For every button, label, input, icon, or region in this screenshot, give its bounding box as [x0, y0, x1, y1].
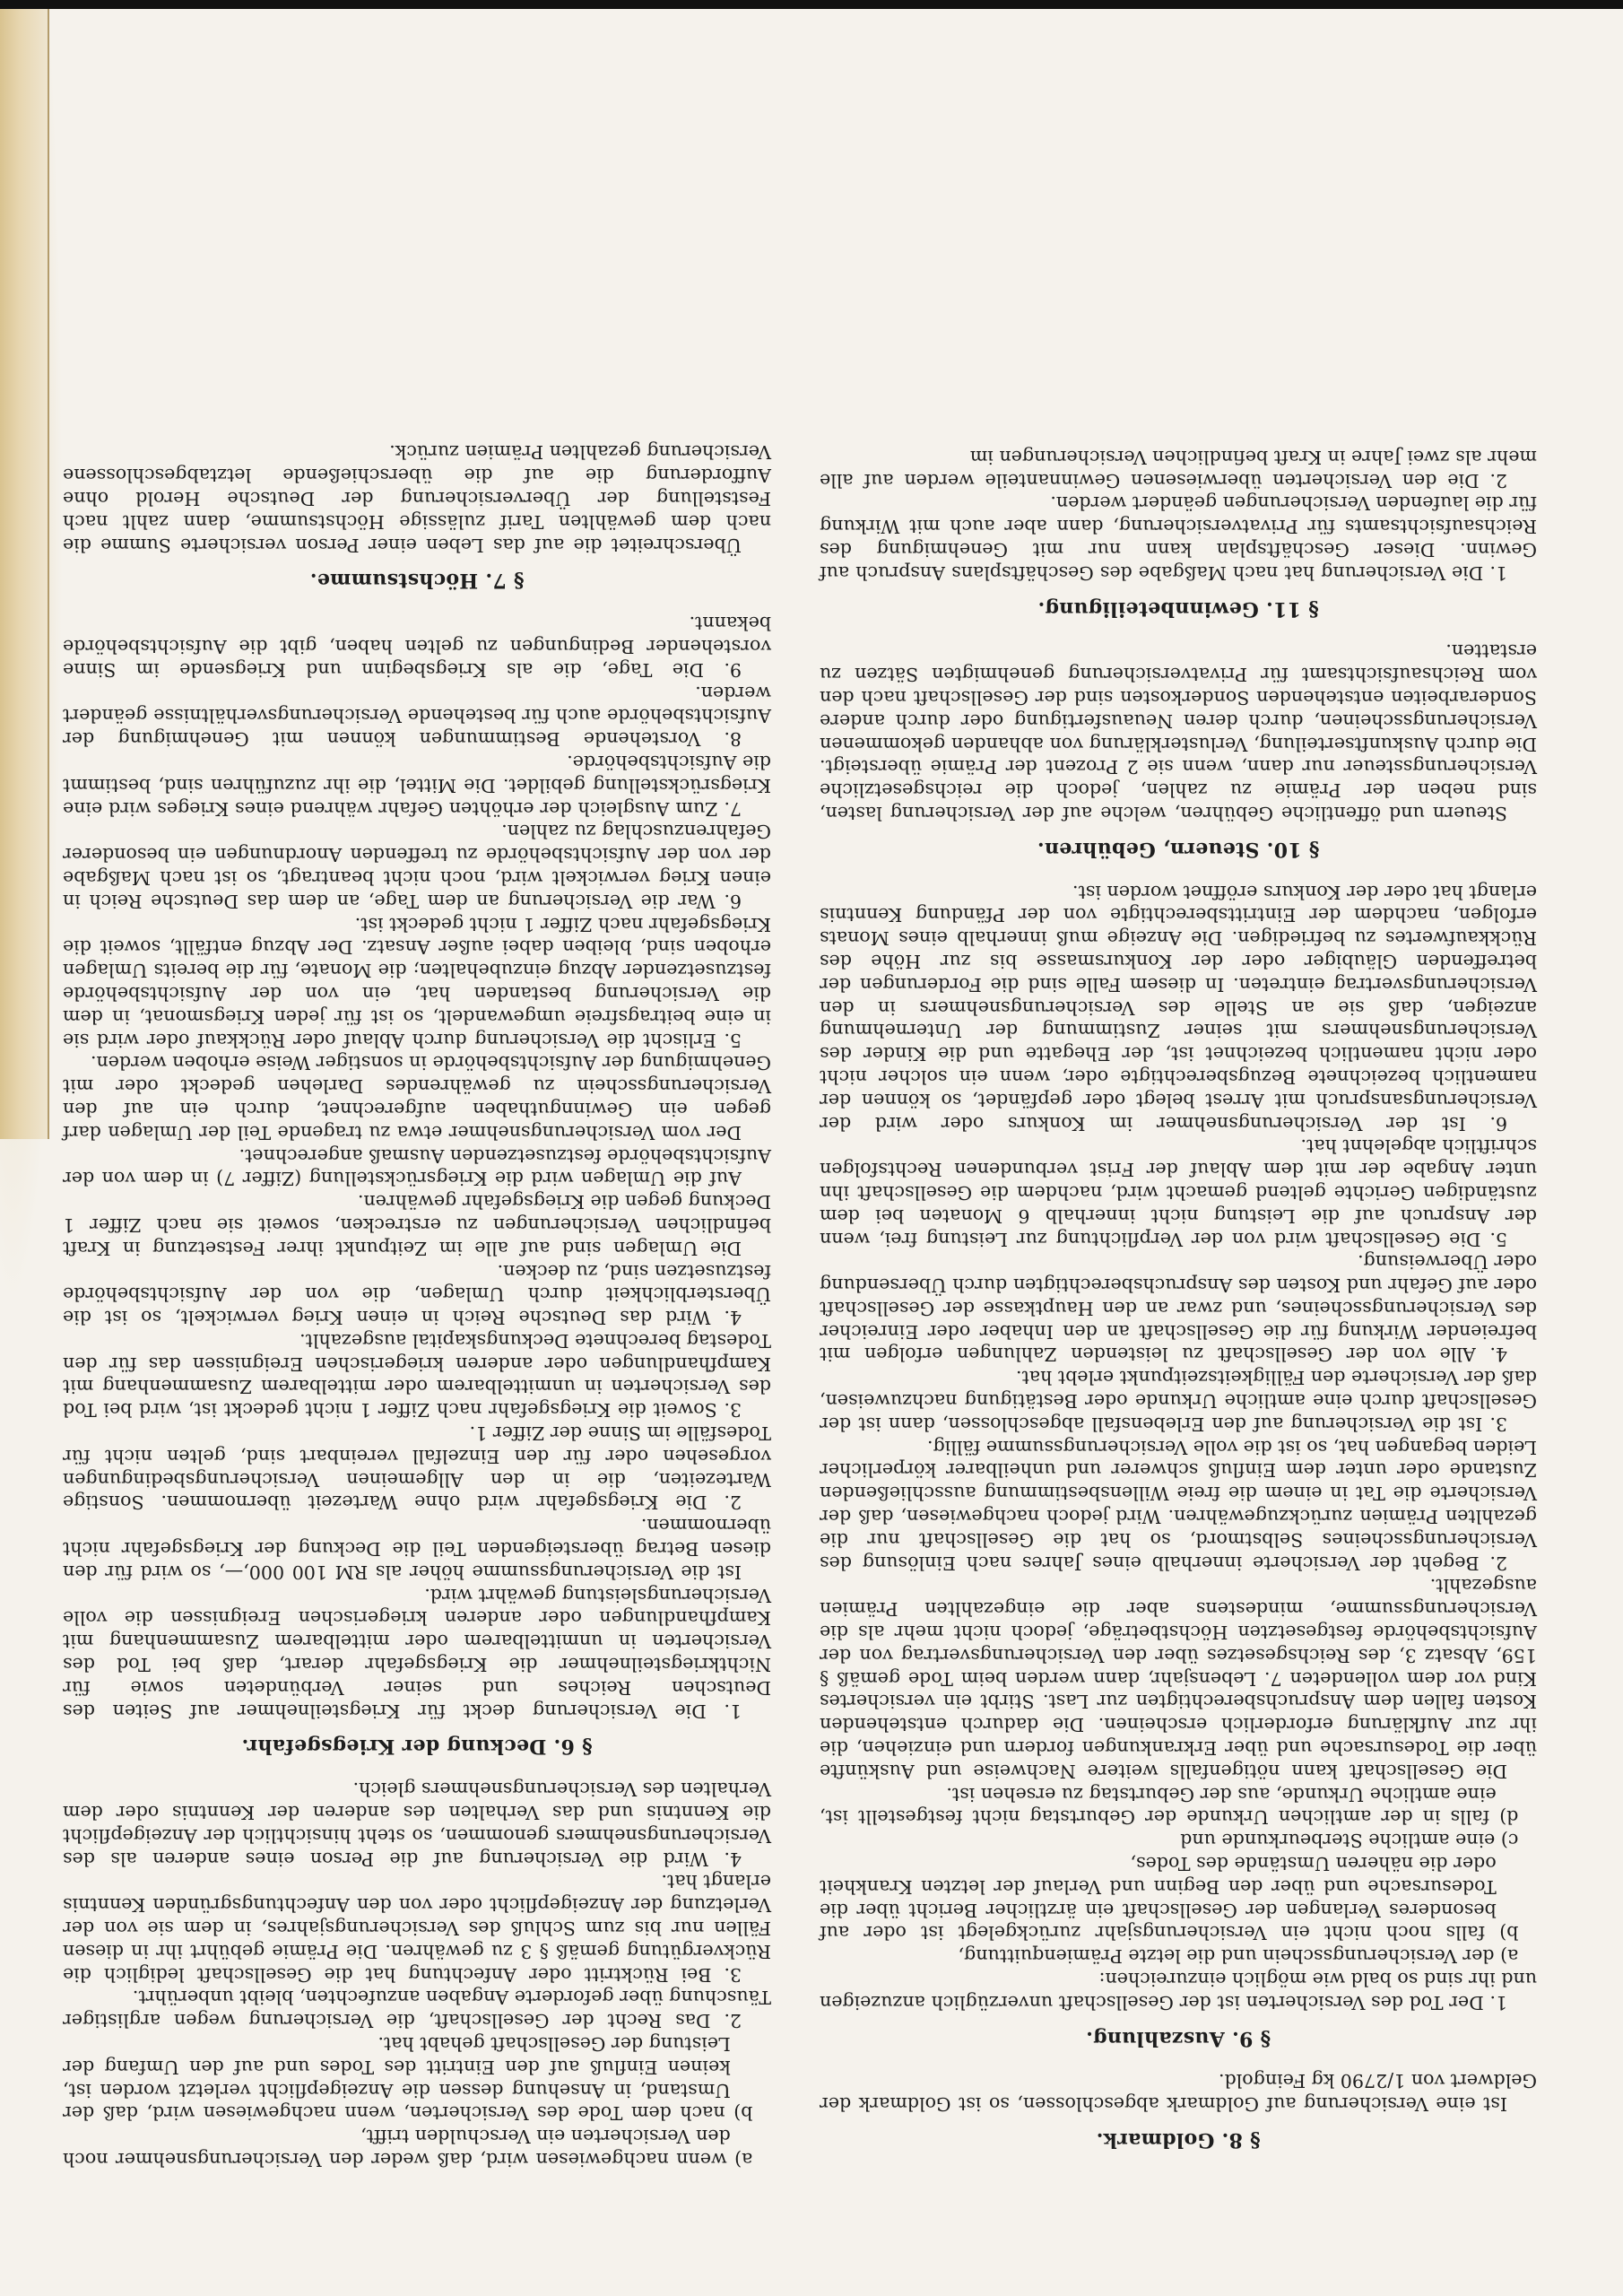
section-heading-6: § 6. Deckung der Kriegsgefahr. [241, 1735, 593, 1759]
paragraph: Ist die Versicherungssumme höher als RM 100 000,—, so wird für den diesen Betrag übersteigenden Teil die Deckung der Kriegsgefahr nicht übernommen. [63, 1515, 771, 1583]
paragraph: 9. Die Tage, die als Kriegsbeginn und Kriegsende im Sinne vorstehender Bedingungen zu gelten haben, gibt die Aufsichtsbehörde bekannt. [63, 613, 771, 681]
left-column [820, 45, 1537, 2170]
binding-rule [48, 0, 49, 1139]
list-item: d) falls in der amtlichen Urkunde der Geburtstag nicht festgestellt ist, eine amtliche Urkunde, aus der Geburtstag zu ersehen ist. [820, 1783, 1519, 1829]
paragraph: Überschreitet die auf das Leben einer Person versicherte Summe die nach dem gewählten Tarif zulässige Höchstsumme, dann zahlt nach Feststellung der Überversicherung der Deutsche Herold ohne Aufforderung die auf die überschießende letztabgeschlossene Versicherung gezahlten Prämien zurück. [63, 441, 771, 556]
paragraph: 8. Vorstehende Bestimmungen können mit Genehmigung der Aufsichtsbehörde auch für bestehende Versicherungsverhältnisse geändert werden. [63, 682, 771, 751]
list-item: a) der Versicherungsschein und die letzte Prämienquittung, [958, 1945, 1519, 1968]
paragraph: 5. Erlischt die Versicherung durch Ablauf oder Rückkauf oder wird sie in eine beitragsfreie umgewandelt, so ist für jeden Kriegsmonat, in dem die Versicherung bestanden hat, ein von der Aufsichtsbehörde festzusetzender Abzug einzubehalten; die Monate, für die bereits Umlagen erhoben sind, bleiben dabei außer Ansatz. Der Abzug entfällt, soweit die Kriegsgefahr nach Ziffer 1 nicht gedeckt ist. [63, 913, 771, 1051]
paragraph: 4. Wird die Versicherung auf die Person eines anderen als des Versicherungsnehmers genommen, so steht hinsichtlich der Anzeigepflicht die Kenntnis und das Verhalten des anderen der Kenntnis oder dem Verhalten des Versicherungsnehmers gleich. [63, 1779, 771, 1870]
list-item: c) eine amtliche Sterbeurkunde und [1180, 1830, 1519, 1852]
section-heading-7: § 7. Höchstsumme. [309, 569, 525, 593]
paragraph: 1. Die Versicherung deckt für Kriegsteilnehmer auf Seiten des Deutschen Reiches und seiner Verbündeten sowie für Nichtkriegsteilnehmer die Kriegsgefahr derart, daß bei Tod des Versicherten in unmittelbarem oder mittelbarem Zusammenhang mit Kampfhandlungen oder anderen kriegerischen Ereignissen die volle Versicherungsleistung gewährt wird. [63, 1584, 771, 1722]
paragraph: 4. Wird das Deutsche Reich in einen Krieg verwickelt, so ist die Übersterblichkeit durch Umlagen, die von der Aufsichtsbehörde festzusetzen sind, zu decken. [63, 1260, 771, 1329]
paragraph: 1. Der Tod des Versicherten ist der Gesellschaft unverzüglich anzuzeigen und ihr sind so bald wie möglich einzureichen: [820, 1969, 1537, 2013]
paragraph: Die Gesellschaft kann nötigenfalls weitere Nachweise und Auskünfte über die Todesursache und über Erkrankungen fordern und einziehen, die ihr zur Aufklärung erforderlich erscheinen. Die dadurch entstehenden Kosten fallen dem Anspruchsberechtigten zur Last. Stirbt ein versichertes Kind vor dem vollendeten 7. Lebensjahr, dann werden beim Tode gemäß § 159, Absatz 3, des Reichsgesetzes über den Versicherungsvertrag von der Aufsichtsbehörde festgesetzten Höchstbeträge, jedoch nicht mehr als die Versicherungssumme, mindestens aber die eingezahlten Prämien ausgezahlt. [820, 1575, 1537, 1782]
list-item: b) nach dem Tode des Versicherten, wenn nachgewiesen wird, daß der Umstand, in Ansehung dessen die Anzeigepflicht verletzt worden ist, keinen Einfluß auf den Eintritt des Todes und auf den Umfang der Leistung der Gesellschaft gehabt hat. [63, 2033, 753, 2125]
right-column [63, 45, 771, 2170]
paragraph: 4. Alle von der Gesellschaft zu leistenden Zahlungen erfolgen mit befreiender Wirkung für die Gesellschaft an den Inhaber oder Einreicher des Versicherungsscheines, und zwar an den Hauptkasse der Gesellschaft oder auf Gefahr und Kosten des Anspruchsberechtigten durch Übersendung oder Überweisung. [820, 1251, 1537, 1366]
section-heading-11: § 11. Gewinnbeteiligung. [1037, 596, 1319, 621]
paragraph: 2. Die Kriegsgefahr wird ohne Wartezeit übernommen. Sonstige Wartezeiten, die in den Allgemeinen Versicherungsbedingungen vorgesehen oder für den Einzelfall vereinbart sind, gelten nicht für Todesfälle im Sinne der Ziffer 1. [63, 1422, 771, 1514]
paragraph: 3. Bei Rücktritt oder Anfechtung hat die Gesellschaft lediglich die Rückvergütung gemäß § 3 zu gewähren. Die Prämie gebührt ihr in diesen Fällen nur bis zum Schluß des Versicherungsjahres, in dem sie von der Verletzung der Anzeigepflicht oder von den Anfechtungsgründen Kenntnis erlangt hat. [63, 1871, 771, 1986]
paragraph: 3. Ist die Versicherung auf den Erlebensfall abgeschlossen, dann ist der Gesellschaft durch eine amtliche Urkunde oder Bestätigung nachzuweisen, daß der Versicherte den Fälligkeitszeitpunkt erlebt hat. [820, 1367, 1537, 1435]
paragraph: Auf die Umlagen wird die Kriegsrückstellung (Ziffer 7) in dem von der Aufsichtsbehörde festzusetzenden Ausmaß angerechnet. [63, 1144, 771, 1190]
list-item: a) wenn nachgewiesen wird, daß weder den Versicherungsnehmer noch den Versicherten ein Verschulden trifft, [63, 2126, 753, 2170]
paragraph: Die Umlagen sind auf alle im Zeitpunkt ihrer Festsetzung in Kraft befindlichen Versicherungen zu erstrecken, soweit sie nach Ziffer 1 Deckung gegen die Kriegsgefahr gewähren. [63, 1191, 771, 1259]
paragraph: Steuern und öffentliche Gebühren, welche auf der Versicherung lasten, sind neben der Prämie zu zahlen, jedoch die reichsgesetzliche Versicherungssteuer nur dann, wenn sie 2 Prozent der Prämie übersteigt. Die durch Auskunftserteilung, Verlusterklärung von abhanden gekommenen Versicherungsscheinen, durch deren Neuausfertigung oder durch andere Sonderarbeiten entstehenden Sonderkosten sind der Gesellschaft nach den vom Reichsaufsichtsamt für Privatversicherung genehmigten Sätzen zu erstatten. [820, 640, 1537, 824]
section-heading-8: § 8. Goldmark. [1096, 2128, 1261, 2152]
section-heading-10: § 10. Steuern, Gebühren. [1037, 837, 1320, 861]
binding-strip [0, 0, 49, 1139]
list-item: b) falls noch nicht ein Versicherungsjahr zurückgelegt ist oder auf besonderes Verlangen der Gesellschaft ein ärztlicher Bericht über die Todesursache und über den Beginn und Verlauf der letzten Krankheit oder die näheren Umstände des Todes, [820, 1853, 1519, 1944]
scan-edge [0, 0, 1623, 9]
paragraph: 6. War die Versicherung an dem Tage, an dem das Deutsche Reich in einen Krieg verwickelt wird, noch nicht beantragt, so ist nach Maßgabe der von der Aufsichtsbehörde zu treffenden Anordnungen ein besonderer Gefahrenzuschlag zu zahlen. [63, 821, 771, 912]
paragraph: 2. Die den Versicherten überwiesenen Gewinnanteile werden auf alle mehr als zwei Jahre in Kraft befindlichen Versicherungen im [820, 446, 1537, 491]
paragraph: 2. Begeht der Versicherte innerhalb eines Jahres nach Einlösung des Versicherungsscheines Selbstmord, so hat die Gesellschaft nur die gezahlten Prämien zurückzugewähren. Wird jedoch nachgewiesen, daß der Versicherte die Tat in einem die freie Willensbestimmung ausschließenden Zustande oder unter dem Einfluß schwerer und unheilbarer körperlicher Leiden begangen hat, so ist die volle Versicherungssumme fällig. [820, 1436, 1537, 1574]
paragraph: 2. Das Recht der Gesellschaft, die Versicherung wegen arglistiger Täuschung über geforderte Angaben anzufechten, bleibt unberührt. [63, 1987, 771, 2032]
paragraph: Ist eine Versicherung auf Goldmark abgeschlossen, so ist Goldmark der Geldwert von 1/2790 kg Feingold. [820, 2070, 1537, 2116]
paragraph: 3. Soweit die Kriegsgefahr nach Ziffer 1 nicht gedeckt ist, wird bei Tod des Versicherten in unmittelbarem oder mittelbarem Zusammenhang mit Kampfhandlungen oder anderen kriegerischen Ereignissen das für den Todestag berechnete Deckungskapital ausgezahlt. [63, 1329, 771, 1422]
paragraph: 5. Die Gesellschaft wird von der Verpflichtung zur Leistung frei, wenn der Anspruch auf die Leistung nicht innerhalb 6 Monaten bei dem zuständigen Gerichte geltend gemacht wird, nachdem die Gesellschaft ihn unter Angabe der mit dem Ablauf der Frist verbundenen Rechtsfolgen schriftlich abgelehnt hat. [820, 1135, 1537, 1250]
paragraph: Der vom Versicherungsnehmer etwa zu tragende Teil der Umlagen darf gegen ein Gewinnguthaben aufgerechnet, durch ein auf den Versicherungsschein zu gewährendes Darlehen gedeckt oder mit Genehmigung der Aufsichtsbehörde in sonstiger Weise erhoben werden. [63, 1052, 771, 1144]
paragraph: 1. Die Versicherung hat nach Maßgabe des Geschäftsplans Anspruch auf Gewinn. Dieser Geschäftsplan kann nur mit Genehmigung des Reichsaufsichtsamts für Privatversicherung, dann aber auch mit Wirkung für die laufenden Versicherungen geändert werden. [820, 492, 1537, 584]
section-heading-9: § 9. Auszahlung. [1085, 2026, 1271, 2050]
paragraph: 6. Ist der Versicherungsnehmer im Konkurs oder wird der Versicherungsanspruch mit Arrest belegt oder gepfändet, so können der namentlich bezeichnete Bezugsberechtigte oder, wenn ein solcher nicht oder nicht namentlich bezeichnet ist, der Ehegatte und die Kinder des Versicherungsnehmers mit seiner Zustimmung der Unternehmung anzeigen, daß sie an Stelle des Versicherungsnehmers in den Versicherungsvertrag eintreten. In diesem Falle sind die Forderungen der betreffenden Gläubiger oder der Konkursmasse bis zur Höhe des Rückkaufwertes zu befriedigen. Die Anzeige muß innerhalb eines Monats erfolgen, nachdem der Eintrittsberechtigte von der Pfändung Kenntnis erlangt hat oder der Konkurs eröffnet worden ist. [820, 881, 1537, 1135]
paragraph: 7. Zum Ausgleich der erhöhten Gefahr während eines Krieges wird eine Kriegsrückstellung gebildet. Die Mittel, die ihr zuzuführen sind, bestimmt die Aufsichtsbehörde. [63, 751, 771, 820]
